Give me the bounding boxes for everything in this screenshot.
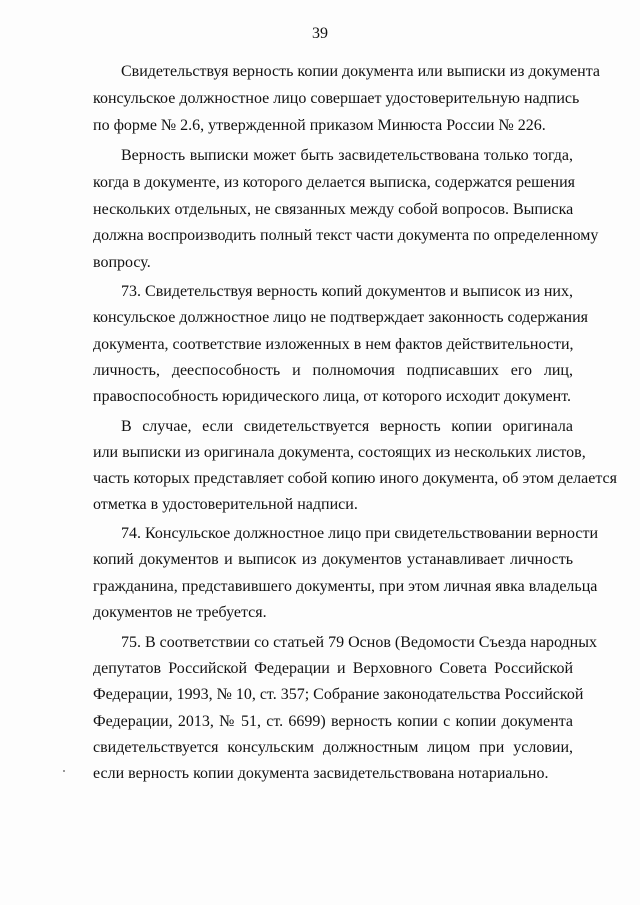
- text-line: правоспособность юридического лица, от которого исходит документ.: [93, 388, 571, 406]
- text-line: Свидетельствуя верность копии документа или выписки из документа: [121, 63, 600, 80]
- text-line: 75. В соответствии со статьей 79 Основ (Ведомости Съезда народных: [121, 634, 597, 651]
- text-line: Федерации, 2013, № 51, ст. 6699) верность копии с копии документа: [93, 712, 573, 730]
- text-line: по форме № 2.6, утвержденной приказом Минюста России № 226.: [93, 117, 546, 134]
- text-line: свидетельствуется консульским должностным лицом при условии,: [93, 738, 573, 756]
- text-line: часть которых представляет собой копию иного документа, об этом делается: [93, 470, 617, 487]
- text-line: депутатов Российской Федерации и Верховного Совета Российской: [93, 660, 573, 678]
- text-line: нескольких отдельных, не связанных между собой вопросов. Выписка: [93, 200, 574, 218]
- text-line: консульское должностное лицо совершает удостоверительную надпись: [93, 90, 580, 107]
- text-line: вопросу.: [93, 254, 151, 272]
- text-line: должна воспроизводить полный текст части документа по определенному: [93, 227, 599, 245]
- text-line: 74. Консульское должностное лицо при свидетельствовании верности: [121, 525, 599, 542]
- text-line: 73. Свидетельствуя верность копий документов и выписок из них,: [121, 283, 573, 300]
- text-line: Верность выписки может быть засвидетельствована только тогда,: [121, 147, 573, 164]
- page-number: 39: [312, 25, 328, 42]
- text-line: гражданина, представившего документы, при этом личная явка владельца: [93, 577, 598, 595]
- text-line: или выписки из оригинала документа, состоящих из нескольких листов,: [93, 444, 586, 461]
- text-line: копий документов и выписок из документов устанавливает личность: [93, 551, 573, 569]
- text-line: отметка в удостоверительной надписи.: [93, 496, 358, 513]
- text-line: документа, соответствие изложенных в нем фактов действительности,: [93, 335, 574, 353]
- text-line: личность, дееспособность и полномочия подписавших его лиц,: [93, 361, 573, 379]
- text-line: если верность копии документа засвидетельствована нотариально.: [93, 765, 549, 782]
- text-line: документов не требуется.: [93, 603, 267, 621]
- scan-speck: [63, 770, 65, 772]
- text-line: когда в документе, из которого делается выписка, содержатся решения: [93, 173, 575, 191]
- text-line: консульское должностное лицо не подтверждает законность содержания: [93, 309, 589, 327]
- text-line: В случае, если свидетельствуется верность копии оригинала: [121, 418, 573, 435]
- text-line: Федерации, 1993, № 10, ст. 357; Собрание законодательства Российской: [93, 686, 584, 704]
